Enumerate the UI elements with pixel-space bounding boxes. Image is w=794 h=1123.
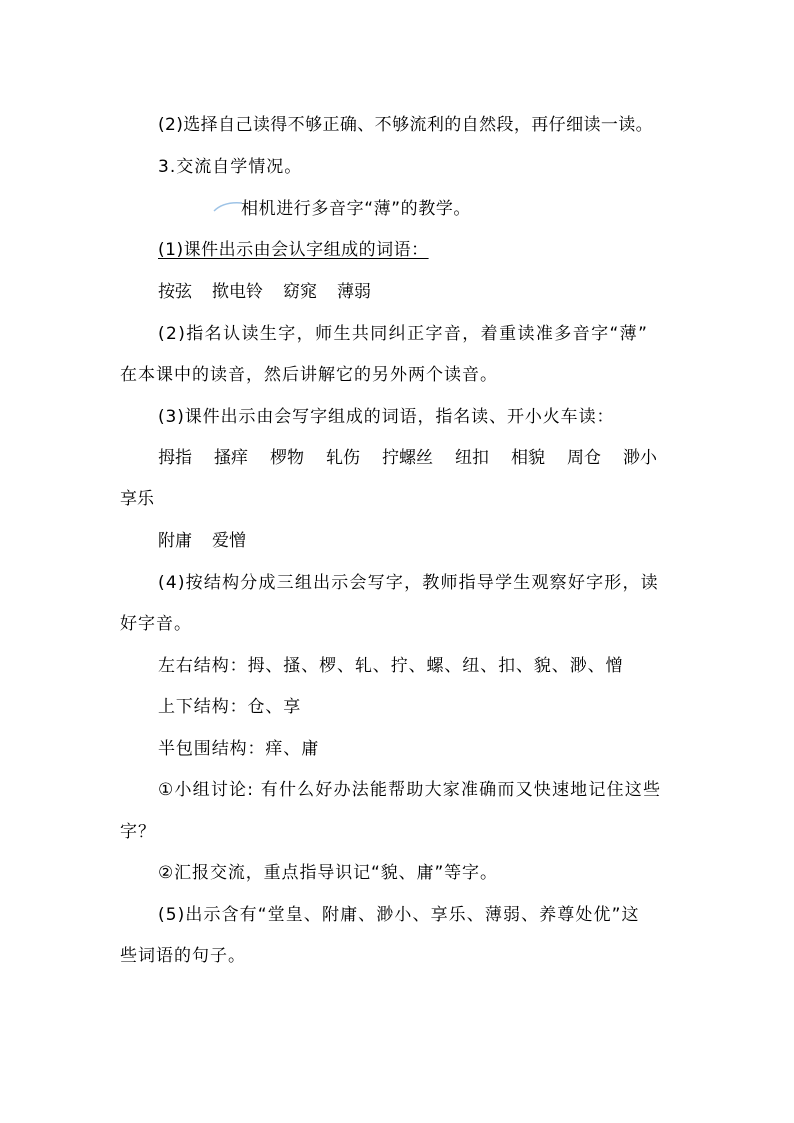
word-list	[158, 531, 246, 551]
word: 搔痒	[214, 448, 248, 468]
word: 拧螺丝	[382, 448, 433, 468]
paragraph-continuation: 好字音。	[120, 614, 192, 634]
word: 周仓	[567, 448, 601, 468]
paragraph-continuation: 在本课中的读音，然后讲解它的另外两个读音。	[120, 365, 498, 385]
word: 揿电铃	[212, 282, 263, 302]
word: 窈窕	[283, 282, 317, 302]
paragraph-continuation: 字？	[120, 822, 156, 842]
paragraph-underlined: (1)课件出示由会认字组成的词语：	[158, 240, 429, 260]
paragraph: ②汇报交流，重点指导识记“貌、庸”等字。	[158, 863, 498, 883]
word: 相貌	[511, 448, 545, 468]
word: 附庸	[158, 531, 192, 551]
paragraph: 相机进行多音字“薄”的教学。	[241, 199, 472, 219]
word: 轧伤	[326, 448, 360, 468]
paragraph: ①小组讨论: 有什么好办法能帮助大家准确而又快速地记住这些	[158, 780, 662, 800]
section-heading: 3.交流自学情况。	[158, 157, 303, 177]
pen-mark-decoration	[213, 199, 243, 213]
word: 薄弱	[337, 282, 371, 302]
word: 享乐	[120, 489, 154, 509]
structure-group: 上下结构：仓、享	[158, 697, 302, 717]
word: 爱憎	[212, 531, 246, 551]
word: 渺小	[623, 448, 657, 468]
word: 拇指	[158, 448, 192, 468]
paragraph: (2)指名认读生字，师生共同纠正字音，着重读准多音字“薄”	[158, 324, 649, 344]
word-list	[158, 282, 371, 302]
paragraph: (4)按结构分成三组出示会写字，教师指导学生观察好字形，读	[158, 573, 659, 593]
word: 纽扣	[455, 448, 489, 468]
paragraph: (5)出示含有“堂皇、附庸、渺小、享乐、薄弱、养尊处优”这	[158, 905, 640, 925]
structure-group: 左右结构：拇、搔、椤、轧、拧、螺、纽、扣、貌、渺、憎	[158, 656, 624, 676]
word: 椤物	[270, 448, 304, 468]
paragraph: (2)选择自己读得不够正确、不够流利的自然段，再仔细读一读。	[158, 115, 654, 135]
word-list	[158, 448, 657, 468]
paragraph-continuation: 些词语的句子。	[120, 946, 246, 966]
structure-group: 半包围结构：痒、庸	[158, 739, 320, 759]
word: 按弦	[158, 282, 192, 302]
paragraph: (3)课件出示由会写字组成的词语，指名读、开小火车读：	[158, 407, 615, 427]
